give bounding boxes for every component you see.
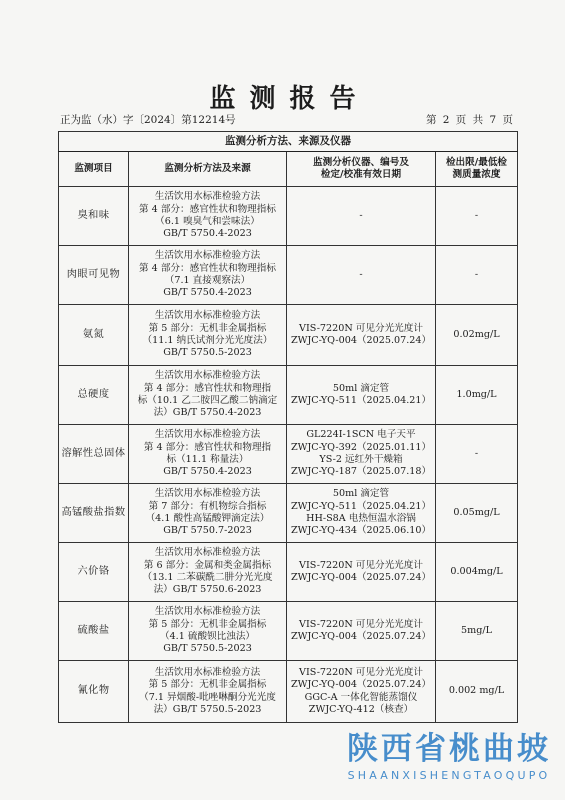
header-instrument-line: 检定/校准有效日期	[320, 169, 402, 180]
cell-item: 肉眼可见物	[59, 246, 129, 305]
header-item: 监测项目	[59, 152, 129, 187]
cell-limit: 0.002 mg/L	[436, 661, 518, 723]
method-line: 第 6 部分：金属和类金属指标	[143, 559, 272, 571]
cell-instrument	[287, 246, 436, 305]
method-line: GB/T 5750.4-2023	[163, 228, 252, 240]
cell-limit: 0.05mg/L	[436, 484, 518, 543]
method-line: 生活饮用水标准检验方法	[154, 370, 261, 382]
method-line: 第 4 部分：感官性状和物理指标	[139, 262, 276, 274]
header-limit	[436, 152, 518, 187]
instrument-line: ZWJC-YQ-511（2025.04.21）	[290, 500, 432, 512]
instrument-line: ZWJC-YQ-434（2025.06.10）	[290, 525, 432, 537]
method-line: （6.1 嗅臭气和尝味法）	[155, 216, 260, 227]
table-row	[59, 484, 518, 543]
instrument-line: -	[359, 209, 363, 221]
instrument-line: ZWJC-YQ-004（2025.07.24）	[290, 572, 432, 583]
cell-method	[129, 661, 287, 723]
cell-instrument	[287, 602, 436, 661]
cell-instrument	[287, 661, 436, 723]
method-line: 第 4 部分：感官性状和物理指	[143, 441, 272, 453]
method-line: 生活饮用水标准检验方法	[154, 666, 261, 678]
method-line: GB/T 5750.5-2023	[163, 643, 252, 655]
instrument-line: ZWJC-YQ-004（2025.07.24）	[290, 679, 432, 691]
method-line: 标（11.1 称量法）	[166, 454, 249, 465]
cell-method	[129, 187, 287, 246]
method-line: （13.1 二苯碳酰二肼分光光度	[142, 572, 273, 583]
cell-item: 氨氮	[59, 305, 129, 366]
cell-instrument	[287, 187, 436, 246]
method-line: GB/T 5750.7-2023	[163, 525, 252, 537]
cell-method	[129, 305, 287, 366]
instrument-line: 50ml 滴定管	[332, 382, 390, 394]
instrument-line: ZWJC-YQ-187（2025.07.18）	[290, 466, 432, 478]
header-instrument-line: 监测分析仪器、编号及	[313, 156, 409, 168]
cell-item: 高锰酸盐指数	[59, 484, 129, 543]
page-info: 第 2 页 共 7 页	[425, 114, 513, 126]
instrument-line: VIS-7220N 可见分光光度计	[299, 322, 423, 334]
cell-limit: 0.02mg/L	[436, 305, 518, 366]
cell-instrument	[287, 425, 436, 484]
instrument-line: ZWJC-YQ-392（2025.01.11）	[290, 441, 432, 453]
cell-limit: 0.004mg/L	[436, 543, 518, 602]
table-row	[59, 187, 518, 246]
method-table	[58, 131, 518, 723]
watermark	[347, 723, 551, 782]
method-line: 第 5 部分：无机非金属指标	[148, 618, 267, 630]
header-instrument	[287, 152, 436, 187]
method-line: 标（10.1 乙二胺四乙酸二钠滴定	[137, 395, 278, 406]
instrument-line: VIS-7220N 可见分光光度计	[299, 559, 423, 571]
cell-item: 溶解性总固体	[59, 425, 129, 484]
cell-method	[129, 602, 287, 661]
cell-method	[129, 246, 287, 305]
method-line: （4.1 酸性高锰酸钾滴定法）	[145, 513, 270, 524]
cell-limit: -	[436, 187, 518, 246]
table-caption: 监测分析方法、来源及仪器	[59, 132, 518, 152]
table-row	[59, 425, 518, 484]
method-line: GB/T 5750.4-2023	[163, 466, 252, 478]
instrument-line: GL224I-1SCN 电子天平	[306, 429, 416, 441]
table-row	[59, 661, 518, 723]
cell-limit: 5mg/L	[436, 602, 518, 661]
table-row	[59, 305, 518, 366]
method-line: （7.1 直接观察法）	[164, 275, 251, 286]
method-line: 第 4 部分：感官性状和物理指标	[139, 203, 276, 215]
cell-method	[129, 543, 287, 602]
table-header-row	[59, 152, 518, 187]
cell-instrument	[287, 305, 436, 366]
report-title: 监测报告	[209, 84, 370, 114]
instrument-line: ZWJC-YQ-511（2025.04.21）	[290, 395, 432, 406]
cell-item: 臭和味	[59, 187, 129, 246]
instrument-line: ZWJC-YQ-004（2025.07.24）	[290, 631, 432, 642]
cell-method	[129, 425, 287, 484]
instrument-line: -	[359, 268, 363, 280]
cell-limit: -	[436, 425, 518, 484]
method-line: 第 4 部分：感官性状和物理指	[143, 382, 272, 394]
report-number: 正为监（水）字〔2024〕第12214号	[60, 114, 236, 126]
instrument-line: VIS-7220N 可见分光光度计	[299, 666, 423, 678]
table-row	[59, 602, 518, 661]
cell-instrument	[287, 543, 436, 602]
method-line: 生活饮用水标准检验方法	[154, 310, 261, 322]
method-line: 法）GB/T 5750.6-2023	[153, 584, 262, 596]
instrument-line: HH-S8A 电热恒温水浴锅	[306, 513, 416, 524]
cell-item: 氰化物	[59, 661, 129, 723]
watermark-text-cn: 陕西省桃曲坡	[347, 731, 551, 767]
instrument-line: ZWJC-YQ-004（2025.07.24）	[290, 335, 432, 346]
method-line: 法）GB/T 5750.4-2023	[153, 407, 262, 419]
method-line: （7.1 异烟酸-吡唑啉酮分光光度	[139, 691, 276, 703]
method-line: GB/T 5750.4-2023	[163, 287, 252, 299]
cell-item: 硫酸盐	[59, 602, 129, 661]
method-line: （4.1 硫酸钡比浊法）	[159, 631, 256, 642]
header-limit-line: 检出限/最低检	[445, 156, 508, 168]
cell-limit: -	[436, 246, 518, 305]
method-line: 法）GB/T 5750.5-2023	[153, 703, 262, 715]
cell-instrument	[287, 366, 436, 425]
method-line: GB/T 5750.5-2023	[163, 347, 252, 359]
instrument-line: GGC-A 一体化智能蒸馏仪	[304, 691, 418, 703]
method-line: 生活饮用水标准检验方法	[154, 191, 261, 203]
table-row	[59, 543, 518, 602]
method-line: 第 7 部分：有机物综合指标	[148, 500, 267, 512]
instrument-line: YS-2 远红外干燥箱	[319, 454, 403, 465]
cell-item: 六价铬	[59, 543, 129, 602]
method-line: （11.1 纳氏试剂分光光度法）	[142, 335, 273, 346]
method-line: 生活饮用水标准检验方法	[154, 606, 261, 618]
header-method: 监测分析方法及来源	[129, 152, 287, 187]
method-line: 生活饮用水标准检验方法	[154, 547, 261, 559]
method-line: 第 5 部分：无机非金属指标	[148, 679, 267, 691]
method-line: 第 5 部分：无机非金属指标	[148, 322, 267, 334]
table-row	[59, 366, 518, 425]
watermark-text-en: SHAANXISHENGTAOQUPO	[347, 769, 551, 782]
cell-method	[129, 484, 287, 543]
instrument-line: VIS-7220N 可见分光光度计	[299, 618, 423, 630]
cell-item: 总硬度	[59, 366, 129, 425]
cell-limit: 1.0mg/L	[436, 366, 518, 425]
method-line: 生活饮用水标准检验方法	[154, 429, 261, 441]
method-line: 生活饮用水标准检验方法	[154, 488, 261, 500]
instrument-line: 50ml 滴定管	[332, 488, 390, 500]
instrument-line: ZWJC-YQ-412（核查）	[308, 703, 414, 715]
method-line: 生活饮用水标准检验方法	[154, 250, 261, 262]
table-row	[59, 246, 518, 305]
header-limit-line: 测质量浓度	[452, 169, 501, 180]
cell-method	[129, 366, 287, 425]
cell-instrument	[287, 484, 436, 543]
